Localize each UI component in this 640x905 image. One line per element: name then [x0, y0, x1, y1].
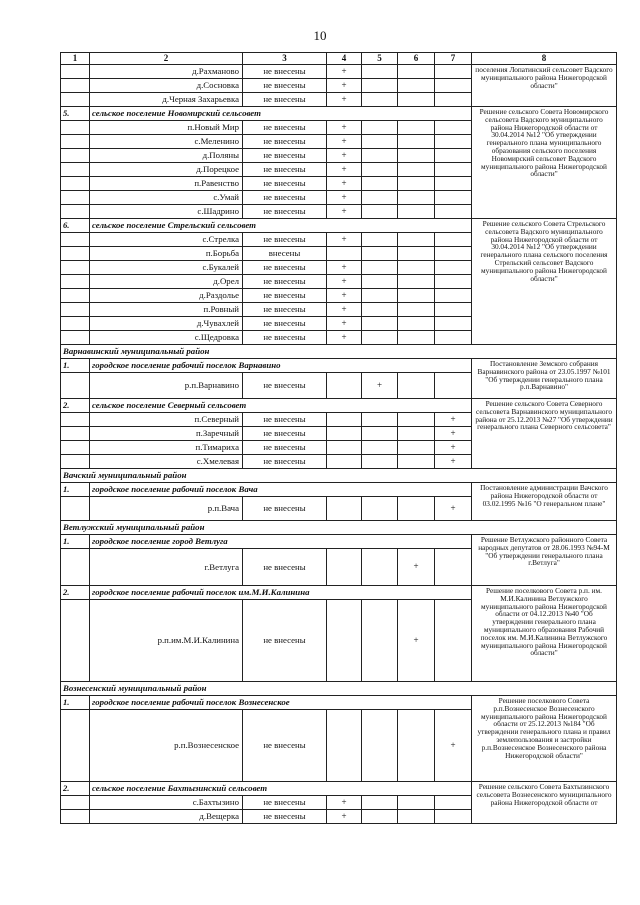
- section-number: 2.: [61, 782, 90, 796]
- mark-col4: +: [327, 233, 362, 247]
- section-number: 5.: [61, 107, 90, 121]
- mark-col4: +: [327, 317, 362, 331]
- status: не внесены: [243, 427, 327, 441]
- table-row: [61, 65, 617, 79]
- section-row: [61, 696, 617, 710]
- mark-col7: +: [435, 497, 472, 521]
- section-row: [61, 107, 617, 121]
- mark-col4: +: [327, 331, 362, 345]
- section-row: [61, 586, 617, 600]
- col-7: 7: [435, 53, 472, 65]
- section-row: [61, 219, 617, 233]
- document-cell: Постановление Земского собрания Варнавинского района от 23.05.1997 №101 "Об утверждении генерального плана р.п.Варнавино": [472, 359, 617, 399]
- section-number: 2.: [61, 399, 90, 413]
- section-number: 1.: [61, 535, 90, 549]
- mark-col4: +: [327, 205, 362, 219]
- section-title: сельское поселение Бахтызинский сельсовет: [90, 782, 472, 796]
- status: не внесены: [243, 549, 327, 586]
- settlement-name: р.п.Варнавино: [90, 373, 243, 399]
- settlement-name: с.Бахтызино: [90, 796, 243, 810]
- district-title: Варнавинский муниципальный район: [61, 345, 617, 359]
- mark-col4: +: [327, 79, 362, 93]
- status: не внесены: [243, 373, 327, 399]
- section-row: [61, 359, 617, 373]
- section-title: городское поселение рабочий поселок им.М.И.Калинина: [90, 586, 472, 600]
- section-row: [61, 399, 617, 413]
- mark-col4: +: [327, 191, 362, 205]
- mark-col7: +: [435, 413, 472, 427]
- col-2: 2: [90, 53, 243, 65]
- status: не внесены: [243, 289, 327, 303]
- status: не внесены: [243, 65, 327, 79]
- mark-col4: +: [327, 289, 362, 303]
- status: не внесены: [243, 455, 327, 469]
- mark-col4: +: [327, 177, 362, 191]
- section-number: 1.: [61, 359, 90, 373]
- mark-col4: +: [327, 121, 362, 135]
- settlement-name: с.Умай: [90, 191, 243, 205]
- status: не внесены: [243, 149, 327, 163]
- settlement-name: п.Тимариха: [90, 441, 243, 455]
- col-6: 6: [398, 53, 435, 65]
- district-title: Вознесенский муниципальный район: [61, 682, 617, 696]
- settlement-name: р.п.им.М.И.Калинина: [90, 600, 243, 682]
- document-cell: Решение сельского Совета Стрельского сельсовета Вадского муниципального района Нижегородской области от 30.04.2014 №12 "Об утверждении генерального плана сельского поселения Стрельский сельсовет Вадского муниципального района Нижегородской области": [472, 219, 617, 345]
- section-title: сельское поселение Стрельский сельсовет: [90, 219, 472, 233]
- mark-col7: +: [435, 427, 472, 441]
- status: внесены: [243, 247, 327, 261]
- status: не внесены: [243, 317, 327, 331]
- status: не внесены: [243, 191, 327, 205]
- document-cell: Решение поселкового Совета р.п. им. М.И.Калинина Ветлужского муниципального района Нижегородской области от 04.12.2013 №40 "Об утверждении генерального плана муниципального образования Рабочий поселок им. М.И.Калинина Ветлужского муниципального района Нижегородской области": [472, 586, 617, 682]
- settlement-name: п.Северный: [90, 413, 243, 427]
- mark-col4: +: [327, 796, 362, 810]
- settlement-name: д.Поляны: [90, 149, 243, 163]
- section-title: городское поселение рабочий поселок Вознесенское: [90, 696, 472, 710]
- section-title: городское поселение рабочий поселок Варнавино: [90, 359, 472, 373]
- status: не внесены: [243, 600, 327, 682]
- section-title: городское поселение рабочий поселок Вача: [90, 483, 472, 497]
- mark-col6: +: [398, 600, 435, 682]
- mark-col4: +: [327, 149, 362, 163]
- section-number: 1.: [61, 696, 90, 710]
- section-number: 2.: [61, 586, 90, 600]
- status: не внесены: [243, 261, 327, 275]
- status: не внесены: [243, 121, 327, 135]
- status: не внесены: [243, 79, 327, 93]
- settlement-name: с.Букалей: [90, 261, 243, 275]
- status: не внесены: [243, 163, 327, 177]
- settlement-name: г.Ветлуга: [90, 549, 243, 586]
- section-row: [61, 535, 617, 549]
- section-number: 6.: [61, 219, 90, 233]
- col-4: 4: [327, 53, 362, 65]
- status: не внесены: [243, 177, 327, 191]
- settlement-name: д.Порецкое: [90, 163, 243, 177]
- district-row: [61, 521, 617, 535]
- settlement-name: с.Щедровка: [90, 331, 243, 345]
- document-cell: Решение поселкового Совета р.п.Вознесенское Вознесенского муниципального района Нижегородской области от 25.12.2013 №184 "Об утверждении генерального плана и правил землепользования и застройки р.п.Вознесенское Вознесенского района Нижегородской области": [472, 696, 617, 782]
- section-title: сельское поселение Новомирский сельсовет: [90, 107, 472, 121]
- settlement-name: с.Хмелевая: [90, 455, 243, 469]
- mark-col4: +: [327, 65, 362, 79]
- document-cell: Решение сельского Совета Северного сельсовета Варнавинского муниципального района от 25.12.2013 №27 "Об утверждении генерального плана Северного сельсовета": [472, 399, 617, 469]
- settlement-name: с.Шадрино: [90, 205, 243, 219]
- settlement-name: п.Равенство: [90, 177, 243, 191]
- document-cell: Постановление администрации Вачского района Нижегородской области от 03.02.1995 №16 "О генеральном плане": [472, 483, 617, 521]
- settlement-name: д.Сосновка: [90, 79, 243, 93]
- mark-col7: +: [435, 710, 472, 782]
- status: не внесены: [243, 303, 327, 317]
- col-5: 5: [362, 53, 398, 65]
- status: не внесены: [243, 497, 327, 521]
- mark-col4: +: [327, 163, 362, 177]
- section-row: [61, 782, 617, 796]
- document-cell: Решение Ветлужского районного Совета народных депутатов от 28.06.1993 №94-М "Об утверждении генерального плана г.Ветлуга": [472, 535, 617, 586]
- district-row: [61, 345, 617, 359]
- status: не внесены: [243, 93, 327, 107]
- mark-col4: +: [327, 135, 362, 149]
- section-row: [61, 483, 617, 497]
- status: не внесены: [243, 135, 327, 149]
- settlement-name: п.Заречный: [90, 427, 243, 441]
- status: не внесены: [243, 796, 327, 810]
- mark-col4: +: [327, 261, 362, 275]
- mark-col4: +: [327, 303, 362, 317]
- page-number: 10: [313, 28, 327, 43]
- status: не внесены: [243, 441, 327, 455]
- section-title: городское поселение город Ветлуга: [90, 535, 472, 549]
- district-title: Вачский муниципальный район: [61, 469, 617, 483]
- settlement-name: п.Борьба: [90, 247, 243, 261]
- settlements-table: [60, 52, 616, 824]
- district-title: Ветлужский муниципальный район: [61, 521, 617, 535]
- mark-col7: +: [435, 455, 472, 469]
- district-row: [61, 682, 617, 696]
- settlement-name: д.Черная Захарьевка: [90, 93, 243, 107]
- col-3: 3: [243, 53, 327, 65]
- mark-col4: [327, 247, 362, 261]
- mark-col4: +: [327, 275, 362, 289]
- settlement-name: д.Вещерка: [90, 810, 243, 824]
- col-1: 1: [61, 53, 90, 65]
- document-cell: Решение сельского Совета Новомирского сельсовета Вадского муниципального района Нижегородской области от 30.04.2014 №12 "Об утверждении генерального плана муниципального образования сельского поселения Новомирский сельсовет Вадского муниципального района Нижегородской области": [472, 107, 617, 219]
- status: не внесены: [243, 331, 327, 345]
- header-row: [61, 53, 617, 65]
- settlement-name: д.Рахманово: [90, 65, 243, 79]
- settlement-name: п.Ровный: [90, 303, 243, 317]
- col-8: 8: [472, 53, 617, 65]
- document-cell: поселения Лопатинский сельсовет Вадского муниципального района Нижегородской области": [472, 65, 617, 107]
- settlement-name: д.Раздолье: [90, 289, 243, 303]
- settlement-name: р.п.Вача: [90, 497, 243, 521]
- status: не внесены: [243, 710, 327, 782]
- status: не внесены: [243, 413, 327, 427]
- settlement-name: д.Чувахлей: [90, 317, 243, 331]
- mark-col4: +: [327, 93, 362, 107]
- settlement-name: р.п.Вознесенское: [90, 710, 243, 782]
- settlement-name: д.Орел: [90, 275, 243, 289]
- document-cell: Решение сельского Совета Бахтызинского сельсовета Вознесенского муниципального района Нижегородской области от: [472, 782, 617, 824]
- mark-col4: +: [327, 810, 362, 824]
- mark-col7: +: [435, 441, 472, 455]
- section-title: сельское поселение Северный сельсовет: [90, 399, 472, 413]
- status: не внесены: [243, 275, 327, 289]
- settlement-name: п.Новый Мир: [90, 121, 243, 135]
- status: не внесены: [243, 205, 327, 219]
- status: не внесены: [243, 233, 327, 247]
- mark-col5: +: [362, 373, 398, 399]
- section-number: 1.: [61, 483, 90, 497]
- settlement-name: с.Меленино: [90, 135, 243, 149]
- district-row: [61, 469, 617, 483]
- settlement-name: с.Стрелка: [90, 233, 243, 247]
- mark-col6: +: [398, 549, 435, 586]
- status: не внесены: [243, 810, 327, 824]
